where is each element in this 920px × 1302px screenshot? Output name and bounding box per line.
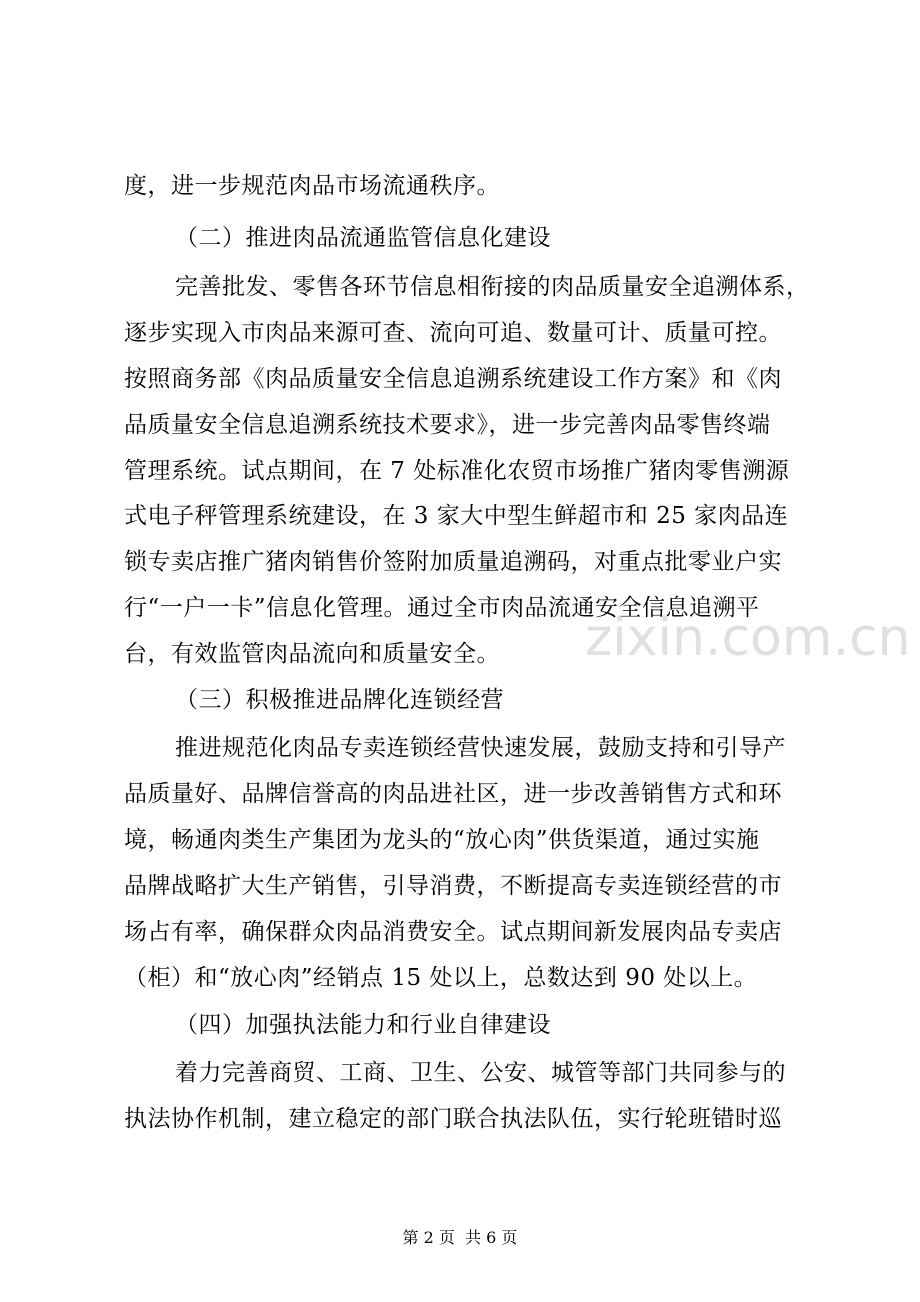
text-line: 完善批发、零售各环节信息相衔接的肉品质量安全追溯体系， [175,274,810,300]
watermark: zixin.com.cn [585,608,911,668]
text-line: 按照商务部《肉品质量安全信息追溯系统建设工作方案》和《肉 [124,366,782,392]
text-line: 着力完善商贸、工商、卫生、公安、城管等部门共同参与的 [175,1060,786,1086]
section-heading: （四）加强执法能力和行业自律建设 [175,1012,551,1038]
page-number-current: 第 2 页 [402,1228,455,1247]
footer-separator [455,1228,465,1247]
text-line: 境，畅通肉类生产集团为龙头的“放心肉”供货渠道，通过实施 [124,827,760,853]
text-line: 场占有率，确保群众肉品消费安全。试点期间新发展肉品专卖店 [124,919,782,945]
text-line: 式电子秤管理系统建设，在 3 家大中型生鲜超市和 25 家肉品连 [124,503,789,529]
section-heading: （三）积极推进品牌化连锁经营 [175,687,504,713]
text-line: 品质量好、品牌信誉高的肉品进社区，进一步改善销售方式和环 [124,781,782,807]
page-number-total: 共 6 页 [465,1228,518,1247]
text-line: 台，有效监管肉品流向和质量安全。 [124,641,500,667]
text-line: 执法协作机制，建立稳定的部门联合执法队伍，实行轮班错时巡 [124,1106,782,1132]
text-line: 度，进一步规范肉品市场流通秩序。 [124,173,500,199]
text-line: 行“一户一卡”信息化管理。通过全市肉品流通安全信息追溯平 [124,595,760,621]
text-line: 推进规范化肉品专卖连锁经营快速发展，鼓励支持和引导产 [175,735,786,761]
text-line: 品质量安全信息追溯系统技术要求》，进一步完善肉品零售终端 [124,412,771,438]
text-line: （柜）和“放心肉”经销点 15 处以上，总数达到 90 处以上。 [124,965,758,991]
text-line: 管理系统。试点期间，在 7 处标准化农贸市场推广猪肉零售溯源 [124,458,790,484]
text-line: 锁专卖店推广猪肉销售价签附加质量追溯码，对重点批零业户实 [124,549,782,575]
section-heading: （二）推进肉品流通监管信息化建设 [175,225,551,251]
text-line: 品牌战略扩大生产销售，引导消费，不断提高专卖连锁经营的市 [124,873,782,899]
text-line: 逐步实现入市肉品来源可查、流向可追、数量可计、质量可控。 [124,320,782,346]
page-footer [0,1228,920,1248]
